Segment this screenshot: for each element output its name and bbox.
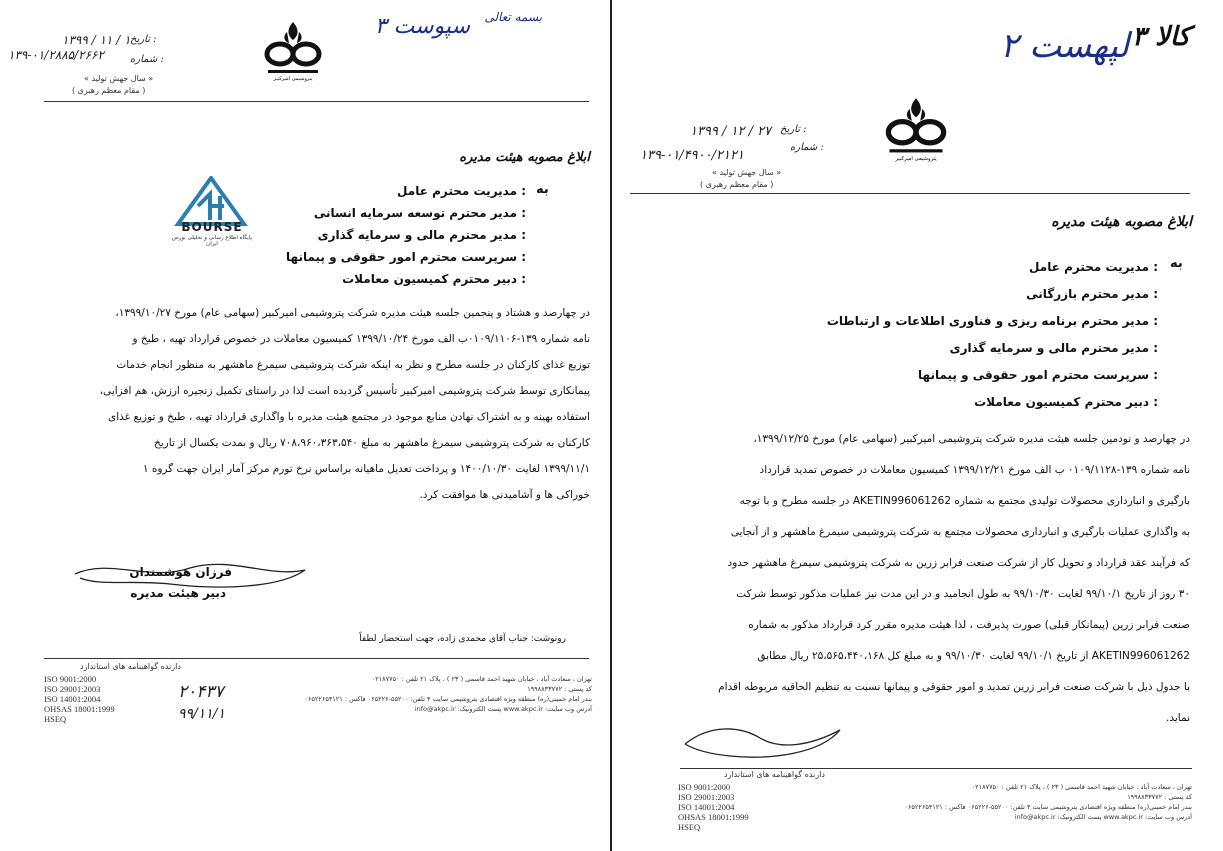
iso-item: ISO 9001:2000	[44, 674, 97, 684]
date-label: تاریخ :	[780, 124, 807, 135]
iso-item: ISO 29001:2003	[44, 684, 101, 694]
body-line: توزیع غذای کارکنان در جلسه مطرح و نظر به اینکه شرکت پتروشیمی سیمرغ ماهشهر به منظور انجام خدمات	[116, 359, 590, 371]
letter-title: ابلاغ مصوبه هیئت مدیره	[1051, 214, 1192, 230]
address-block	[262, 674, 592, 714]
body-line: با جدول ذیل با شرکت صنعت فرابر زرین تمدید و امور حقوقی و پیمانها نسبت به تنظیم الحاقیه مربوطه اقدام	[718, 681, 1190, 693]
handwritten-code: سپوست ۳	[374, 14, 470, 39]
recipient-item: : دبیر محترم کمیسیون معاملات	[342, 272, 526, 286]
footer-rule	[680, 768, 1192, 769]
iso-list	[44, 674, 115, 724]
recipient-list	[826, 254, 1158, 416]
bourse-subtitle: پایگاه اطلاع رسانی و تحلیلی بورس ایران	[172, 235, 252, 247]
handwritten-code: لپهست ۲	[1000, 26, 1130, 66]
date-value: ۱۳۹۹ / ۱۲ / ۲۷	[690, 124, 772, 139]
recipient-item: : دبیر محترم کمیسیون معاملات	[974, 395, 1158, 409]
header-rule	[630, 193, 1190, 194]
body-line: بارگیری و انبارداری محصولات تولیدی مجتمع به شماره AKETIN996061262 در جلسه مطرح و با توجه	[739, 495, 1190, 507]
to-label: به	[536, 182, 549, 197]
number-value: ۱۳۹-۰۱/۴۹۰۰/۲۱۲۱	[640, 148, 744, 163]
signer-name: فرزان هوشمندان	[129, 565, 232, 579]
body-line: به واگذاری عملیات بارگیری و انبارداری محصولات مجتمع به شرکت پتروشیمی سیمرغ ماهشهر و از آنجایی	[730, 526, 1190, 538]
number-label: شماره :	[130, 54, 164, 65]
handwritten-bottom-date: ۹۹/۱۱/۱	[178, 706, 226, 722]
iso-item: ISO 9001:2000	[678, 782, 731, 792]
address-line: آدرس وب سایت: www.akpc.ir پست الکترونیک: info@akpc.ir	[414, 705, 592, 713]
address-line: بندر امام خمینی(ره) منطقه ویژه اقتصادی پتروشیمی سایت ۴ تلفن: ۵۵۲۰۰-۰۶۵۲۲۶ فاکس : ۰۶۵۲۲۶۵۴۱۲۱	[304, 695, 592, 703]
company-logo	[258, 18, 328, 82]
letter-body	[18, 300, 590, 508]
address-line: آدرس وب سایت: www.akpc.ir پست الکترونیک: info@akpc.ir	[1014, 813, 1192, 821]
body-line: خوراکی ها و آشامیدنی ها موافقت کرد.	[419, 489, 590, 501]
body-line: ۱۳۹۹/۱۱/۱ لغایت ۱۴۰۰/۱۰/۳۰ و پرداخت تعدیل ماهیانه براساس نرخ تورم مرکز آمار ایران جهت گروه ۱	[142, 463, 590, 475]
iso-item: OHSAS 18001:1999	[44, 704, 115, 714]
recipient-item: : مدیر محترم بازرگانی	[1026, 287, 1158, 301]
recipient-item: : مدیر محترم مالی و سرمایه گذاری	[317, 228, 526, 242]
body-line: در چهارصد و نودمین جلسه هیئت مدیره شرکت پتروشیمی امیرکبیر (سهامی عام) مورخ ۱۳۹۹/۱۲/۲۵،	[753, 433, 1190, 445]
cert-label: دارنده گواهینامه های استاندارد	[724, 770, 825, 779]
footer-rule	[44, 658, 589, 659]
body-line: پیمانکاری توسط شرکت پتروشیمی امیرکبیر تأسیس گردیده است لذا در راستای تکمیل زنجیره ارزش، هم افزایی،	[99, 385, 590, 397]
iso-item: ISO 14001:2004	[678, 802, 735, 812]
recipient-item: : مدیر محترم برنامه ریزی و فناوری اطلاعات و ارتباطات	[826, 314, 1158, 328]
body-line: استفاده بهینه و به اشتراک نهادن منابع موجود در مجتمع هیئت مدیره با واگذاری قرارداد تهیه ، طبخ و توزیع غذای	[108, 411, 590, 423]
header-rule	[44, 101, 589, 102]
handwritten-bottom-number: ۲۰۴۳۷	[178, 682, 224, 702]
number-value: ۱۳۹-۰۱/۲۸۸۵/۲۶۶۲	[8, 48, 104, 62]
body-line: نماید.	[1166, 712, 1190, 724]
body-line: نامه شماره ۱۳۹-۰۱۰۹/۱۱۰۶ب الف مورخ ۱۳۹۹/۱۰/۲۴ کمیسیون معاملات در خصوص قرارداد تهیه ، طبخ و	[132, 333, 590, 345]
address-block	[870, 782, 1192, 822]
iso-list	[678, 782, 749, 832]
address-line: کد پستی : ۱۹۹۸۸۳۳۷۷۲	[527, 685, 592, 693]
recipient-item: : مدیریت محترم عامل	[1029, 260, 1158, 274]
slogan-line2: ( مقام معظم رهبری )	[700, 180, 774, 189]
body-line: نامه شماره ۱۳۹-۰۱۰۹/۱۱۲۸ ب الف مورخ ۱۳۹۹/۱۲/۲۱ کمیسیون معاملات در خصوص تمدید قرارداد	[759, 464, 1190, 476]
recipient-item: : مدیر محترم توسعه سرمایه انسانی	[313, 206, 526, 220]
number-label: شماره :	[790, 142, 824, 153]
slogan-line2: ( مقام معظم رهبری )	[72, 86, 146, 95]
signature	[680, 716, 850, 762]
address-line: تهران ، سعادت آباد ، خیابان شهید احمد قاسمی ( ۲۳ ) ، پلاک ۲۱ تلفن : ۰۲۱۸۷۷۵۰	[971, 783, 1192, 791]
signer-title: دبیر هیئت مدیره	[130, 586, 226, 600]
iso-item: OHSAS 18001:1999	[678, 812, 749, 822]
address-line: تهران ، سعادت آباد ، خیابان شهید احمد قاسمی ( ۲۳ ) ، پلاک ۲۱ تلفن : ۰۲۱۸۷۷۵۰	[371, 675, 592, 683]
slogan-line1: « سال جهش تولید »	[712, 168, 782, 177]
recipient-list	[286, 180, 526, 290]
recipient-item: : سرپرست محترم امور حقوقی و پیمانها	[286, 250, 526, 264]
recipient-item: : سرپرست محترم امور حقوقی و پیمانها	[918, 368, 1158, 382]
cert-label: دارنده گواهینامه های استاندارد	[80, 662, 181, 671]
company-logo	[878, 94, 954, 162]
page-divider	[610, 0, 612, 851]
iso-item: HSEQ	[678, 822, 701, 832]
body-line: صنعت فرابر زرین (پیمانکار قبلی) صورت پذیرفت ، لذا هیئت مدیره مقرر کرد قرارداد مذکور به شماره	[748, 619, 1190, 631]
body-line: در چهارصد و هشتاد و پنجمین جلسه هیئت مدیره شرکت پتروشیمی امیرکبیر (سهامی عام) مورخ ۱۳۹۹/۱۰/۲۷،	[115, 307, 590, 319]
iso-item: HSEQ	[44, 714, 67, 724]
slogan-line1: « سال جهش تولید »	[84, 74, 154, 83]
body-line: که فرآیند عقد قرارداد و تحویل کار از شرکت صنعت فرابر زرین به شرکت پتروشیمی سیمرغ ماهشهر حدود	[727, 557, 1190, 569]
recipient-item: : مدیر محترم مالی و سرمایه گذاری	[949, 341, 1158, 355]
svg-text:پتروشیمی امیرکبیر: پتروشیمی امیرکبیر	[895, 155, 937, 162]
body-line: کارکنان به شرکت پتروشیمی سیمرغ ماهشهر به مبلغ ۷۰۸،۹۶۰،۳۶۳،۵۴۰ ریال و بمدت یکسال از تاریخ	[153, 437, 590, 449]
date-label: تاریخ :	[130, 34, 157, 45]
iso-item: ISO 29001:2003	[678, 792, 735, 802]
bourse-name: BOURSE	[181, 220, 243, 234]
svg-text:پتروشیمی امیرکبیر: پتروشیمی امیرکبیر	[273, 76, 313, 82]
body-line: AKETIN996061262 از تاریخ ۹۹/۱۰/۱ لغایت ۹۹/۱۰/۳۰ و به مبلغ کل ۲۵،۵۶۵،۴۴۰،۱۶۸ ریال مطابق	[757, 650, 1190, 662]
address-line: کد پستی : ۱۹۹۸۸۳۳۷۷۲	[1127, 793, 1192, 801]
letter-title: ابلاغ مصوبه هیئت مدیره	[459, 150, 590, 165]
date-value: ۱۳۹۹ / ۱۱ / ۱	[62, 33, 131, 47]
iso-item: ISO 14001:2004	[44, 694, 101, 704]
body-line: ۳۰ روز از تاریخ ۹۹/۱۰/۱ لغایت ۹۹/۱۰/۳۰ به طول انجامید و در این مدت نیز عملیات مذکور توسط شرکت	[736, 588, 1190, 600]
handwritten-top: ۳ کالا	[1132, 22, 1191, 52]
carbon-copy: رونوشت: جناب آقای محمدی زاده، جهت استحضار لطفاً	[359, 634, 566, 644]
recipient-item: : مدیریت محترم عامل	[397, 184, 526, 198]
address-line: بندر امام خمینی(ره) منطقه ویژه اقتصادی پتروشیمی سایت ۴ تلفن: ۵۵۲۰۰-۰۶۵۲۲۶ فاکس : ۰۶۵۲۲۶۵۴۱۲۱	[904, 803, 1192, 811]
letter-body	[660, 424, 1190, 734]
to-label: به	[1170, 256, 1183, 271]
bismillah: بسمه تعالی	[484, 10, 542, 24]
